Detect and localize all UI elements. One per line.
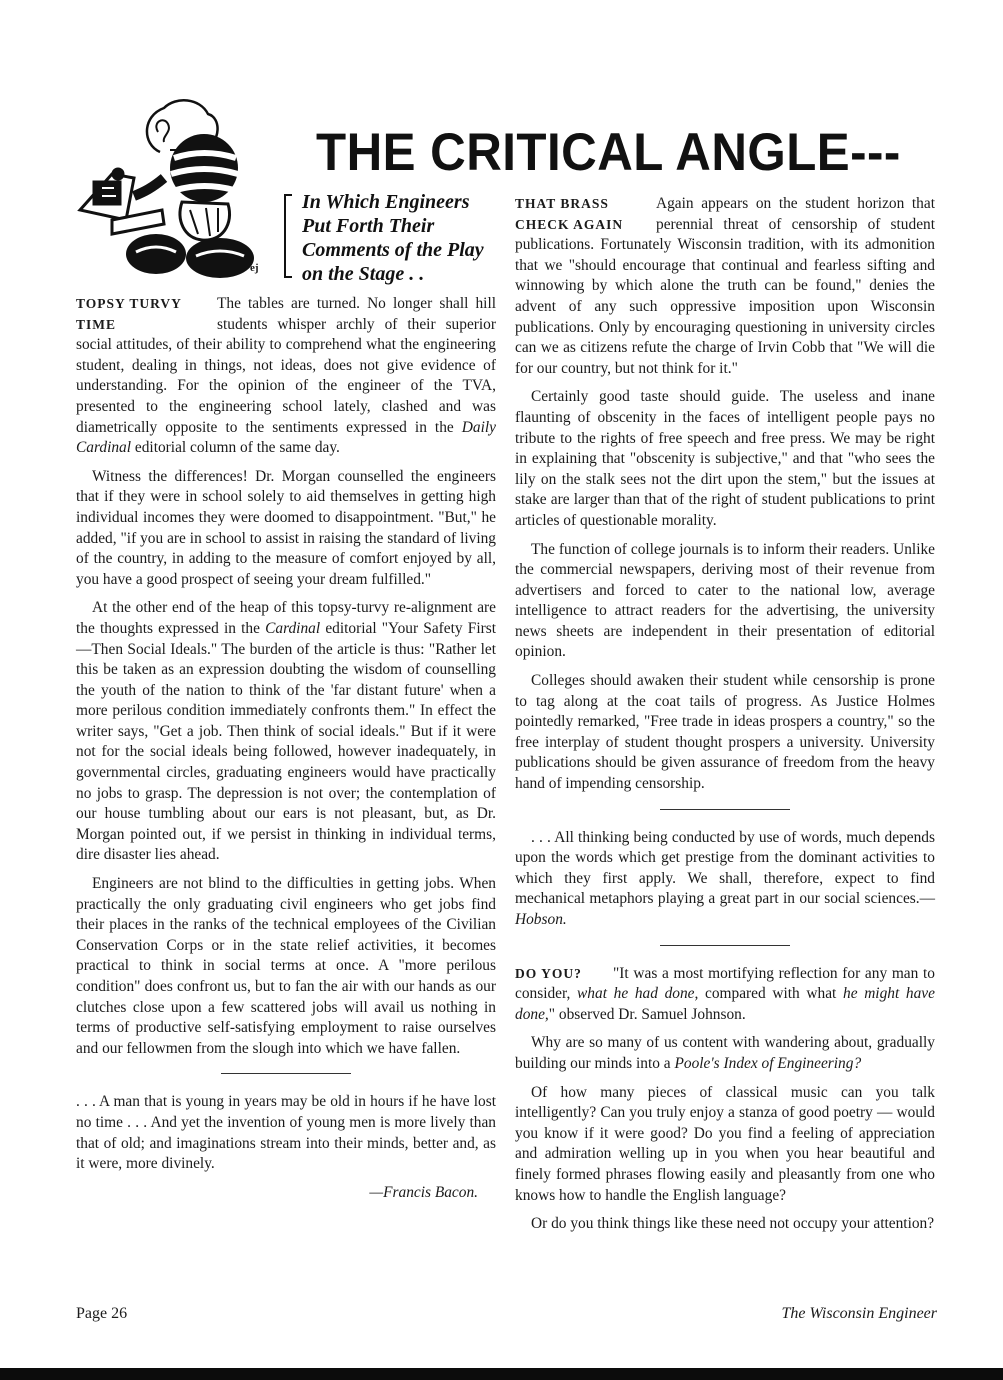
right-column [515, 194, 935, 1243]
emphasis-text: what he had done, [577, 985, 699, 1003]
book-title: Poole's Index of Engineering? [674, 1054, 862, 1072]
section-topsy-turvy-p3 [76, 598, 496, 866]
publication-name: Daily Cardinal [76, 418, 496, 457]
typewriter-icon [80, 169, 164, 234]
emphasis-text: he might have done, [515, 985, 935, 1023]
paragraph-text: At the other end of the heap of this topsy-turvy re-alignment are the thoughts expressed in the [76, 599, 496, 637]
section-brass-check-p4: Colleges should awaken their student while censorship is prone to tag along at the coat tails of progress. As Justice Holmes pointedly remarked, "Free trade in ideas prospers a country," so the free interplay of student thought prospers a university. University publications should be given assurance of freedom from the heavy hand of impending censorship. [515, 672, 935, 793]
paragraph-text: compared with what [705, 985, 837, 1003]
page-subtitle: In Which Engineers Put Forth Their Comments of the Play on the Stage . . [302, 191, 484, 285]
section-do-you-p4: Or do you think things like these need not occupy your attention? [531, 1215, 935, 1233]
publication-name: Cardinal [265, 619, 321, 637]
paragraph-text: Why are so many of us content with wandering about, gradually building our minds into a [515, 1034, 935, 1072]
scan-edge-bar [0, 1368, 1003, 1380]
section-divider [660, 945, 790, 946]
section-divider [660, 809, 790, 810]
section-divider [221, 1073, 351, 1074]
section-do-you-p3: Of how many pieces of classical music can you talk intelligently? Can you truly enjoy a stanza of good poetry — would you know if it were good? Do you find a feeling of appreciation and admiration welling up in you when you hear beautiful and finely formed phrases flowing easily and pleasantly from one who knows how to handle the English language? [515, 1083, 935, 1204]
section-do-you-p2 [515, 1033, 935, 1074]
publication-name-footer: The Wisconsin Engineer [781, 1305, 937, 1322]
paragraph-text: The tables are turned. No longer shall hill students whisper archly of their superior social attitudes, of their ability to comprehend what the engineering student, dealing in things, not ideas, does not give evidence of understanding. For the opinion of the engineer of the TVA, presented to the engineering school lately, clashed and was diametrically opposite to the sentiments expressed in the [76, 295, 496, 436]
paragraph-text: editorial column of the same day. [134, 439, 340, 457]
section-kicker-do-you: DO YOU? [515, 965, 582, 981]
illustrator-signature: ej [250, 262, 259, 274]
paragraph-text: " observed Dr. Samuel Johnson. [548, 1005, 746, 1023]
section-topsy-turvy-p1 [76, 294, 496, 459]
section-kicker-brass-check: THAT BRASS CHECK AGAIN [515, 196, 624, 232]
section-brass-check-p3: The function of college journals is to inform their readers. Unlike the commercial newspapers, deriving most of their revenue from advertisers and forced to cater to the national low, average intelligence to attract readers for the advertising, the university news sheets are independent in their presentation of editorial opinion. [515, 540, 935, 661]
left-column [76, 294, 496, 1211]
section-do-you-p1 [515, 964, 935, 1026]
hobson-quote [515, 828, 935, 931]
section-topsy-turvy-p4: Engineers are not blind to the difficulties in getting jobs. When practically the only graduating civil engineers who get jobs find their places in the ranks of the technical employees of the Civilian Conservation Corps or in the state relief activities, it becomes practical to think in social terms at once. A "more perilous condition" does confront us, but to fan the air with our hands as our clutches close upon a few scattered jobs will avail us nothing in terms of productive self-satisfying employment to raise ourselves and our fellowmen from the slough into which we have fallen. [76, 875, 496, 1057]
paragraph-text: "It was a most mortifying reflection for any man to consider, [515, 964, 935, 1003]
page-number: Page 26 [76, 1305, 128, 1322]
paragraph-text: Again appears on the student horizon that perennial threat of censorship of student publications. Fortunately Wisconsin tradition, with its admonition that we "should encourage that continual and fearless sifting and winnowing by which alone the truth can be found," denies the advent of any such oppressive imposition upon Wisconsin publications. Only by encouraging questioning in university circles can we as citizens refute the charge of Irvin Cobb that "We will die for our country, but not think for it." [515, 195, 935, 377]
bacon-attribution: —Francis Bacon. [369, 1183, 478, 1201]
section-brass-check-p1 [515, 194, 935, 379]
section-topsy-turvy-p2: Witness the differences! Dr. Morgan counselled the engineers that if they were in school solely to aid themselves in getting high individual incomes they were doomed to disappointment. "But," he added, "if you are in school to assist in raising the standard of living of the country, in adding to the measure of comfort enjoyed by all, you have a good prospect of seeing your dream fulfilled." [76, 467, 496, 588]
typist-mascot-illustration [72, 92, 272, 282]
subtitle-bracket [284, 194, 292, 278]
page-title: THE CRITICAL ANGLE--- [316, 123, 901, 182]
section-brass-check-p2: Certainly good taste should guide. The useless and inane flaunting of obscenity in the faces of intelligent people pays no tribute to the rights of free speech and free press. We may be right in explaining that "obscenity is subjective," and that "who sees the lily on the stalk sees not the dirt upon the stem," but the issues at stake are larger than that of the right of student publications to print articles of questionable morality. [515, 388, 935, 529]
hobson-attribution: Hobson. [515, 911, 567, 928]
section-kicker-topsy-turvy: TOPSY TURVY TIME [76, 296, 182, 332]
bacon-quote: . . . A man that is young in years may be old in hours if he have lost no time . . . And yet the invention of young men is more lively than that of old; and imaginations stream into their minds, better and, as it were, more divinely. [76, 1093, 496, 1173]
paragraph-text: editorial "Your Safety First—Then Social Ideals." The burden of the article is thus: "Rather let this be taken as an expression doubting the wisdom of counselling the youth of the nation to think of the 'far distant future' when a more perilous condition immediately confronts them." In effect the writer says, "Get a job. Then think of social ideals." But if it were not for the social ideals being followed, however inadequately, in governmental circles, graduating engineers would have practically no jobs to grasp. The depression is not over; the contemplation of our house tumbling about our ears is not pleasant, but, as Dr. Morgan pointed out, if we persist in thinking in individual terms, dire disaster lies ahead. [76, 619, 496, 864]
quote-text: . . . All thinking being conducted by use of words, much depends upon the words which get prestige from the dominant activities to which they first apply. We shall, therefore, expect to find mechanical metaphors playing a great part in our social sciences.— [515, 828, 935, 908]
